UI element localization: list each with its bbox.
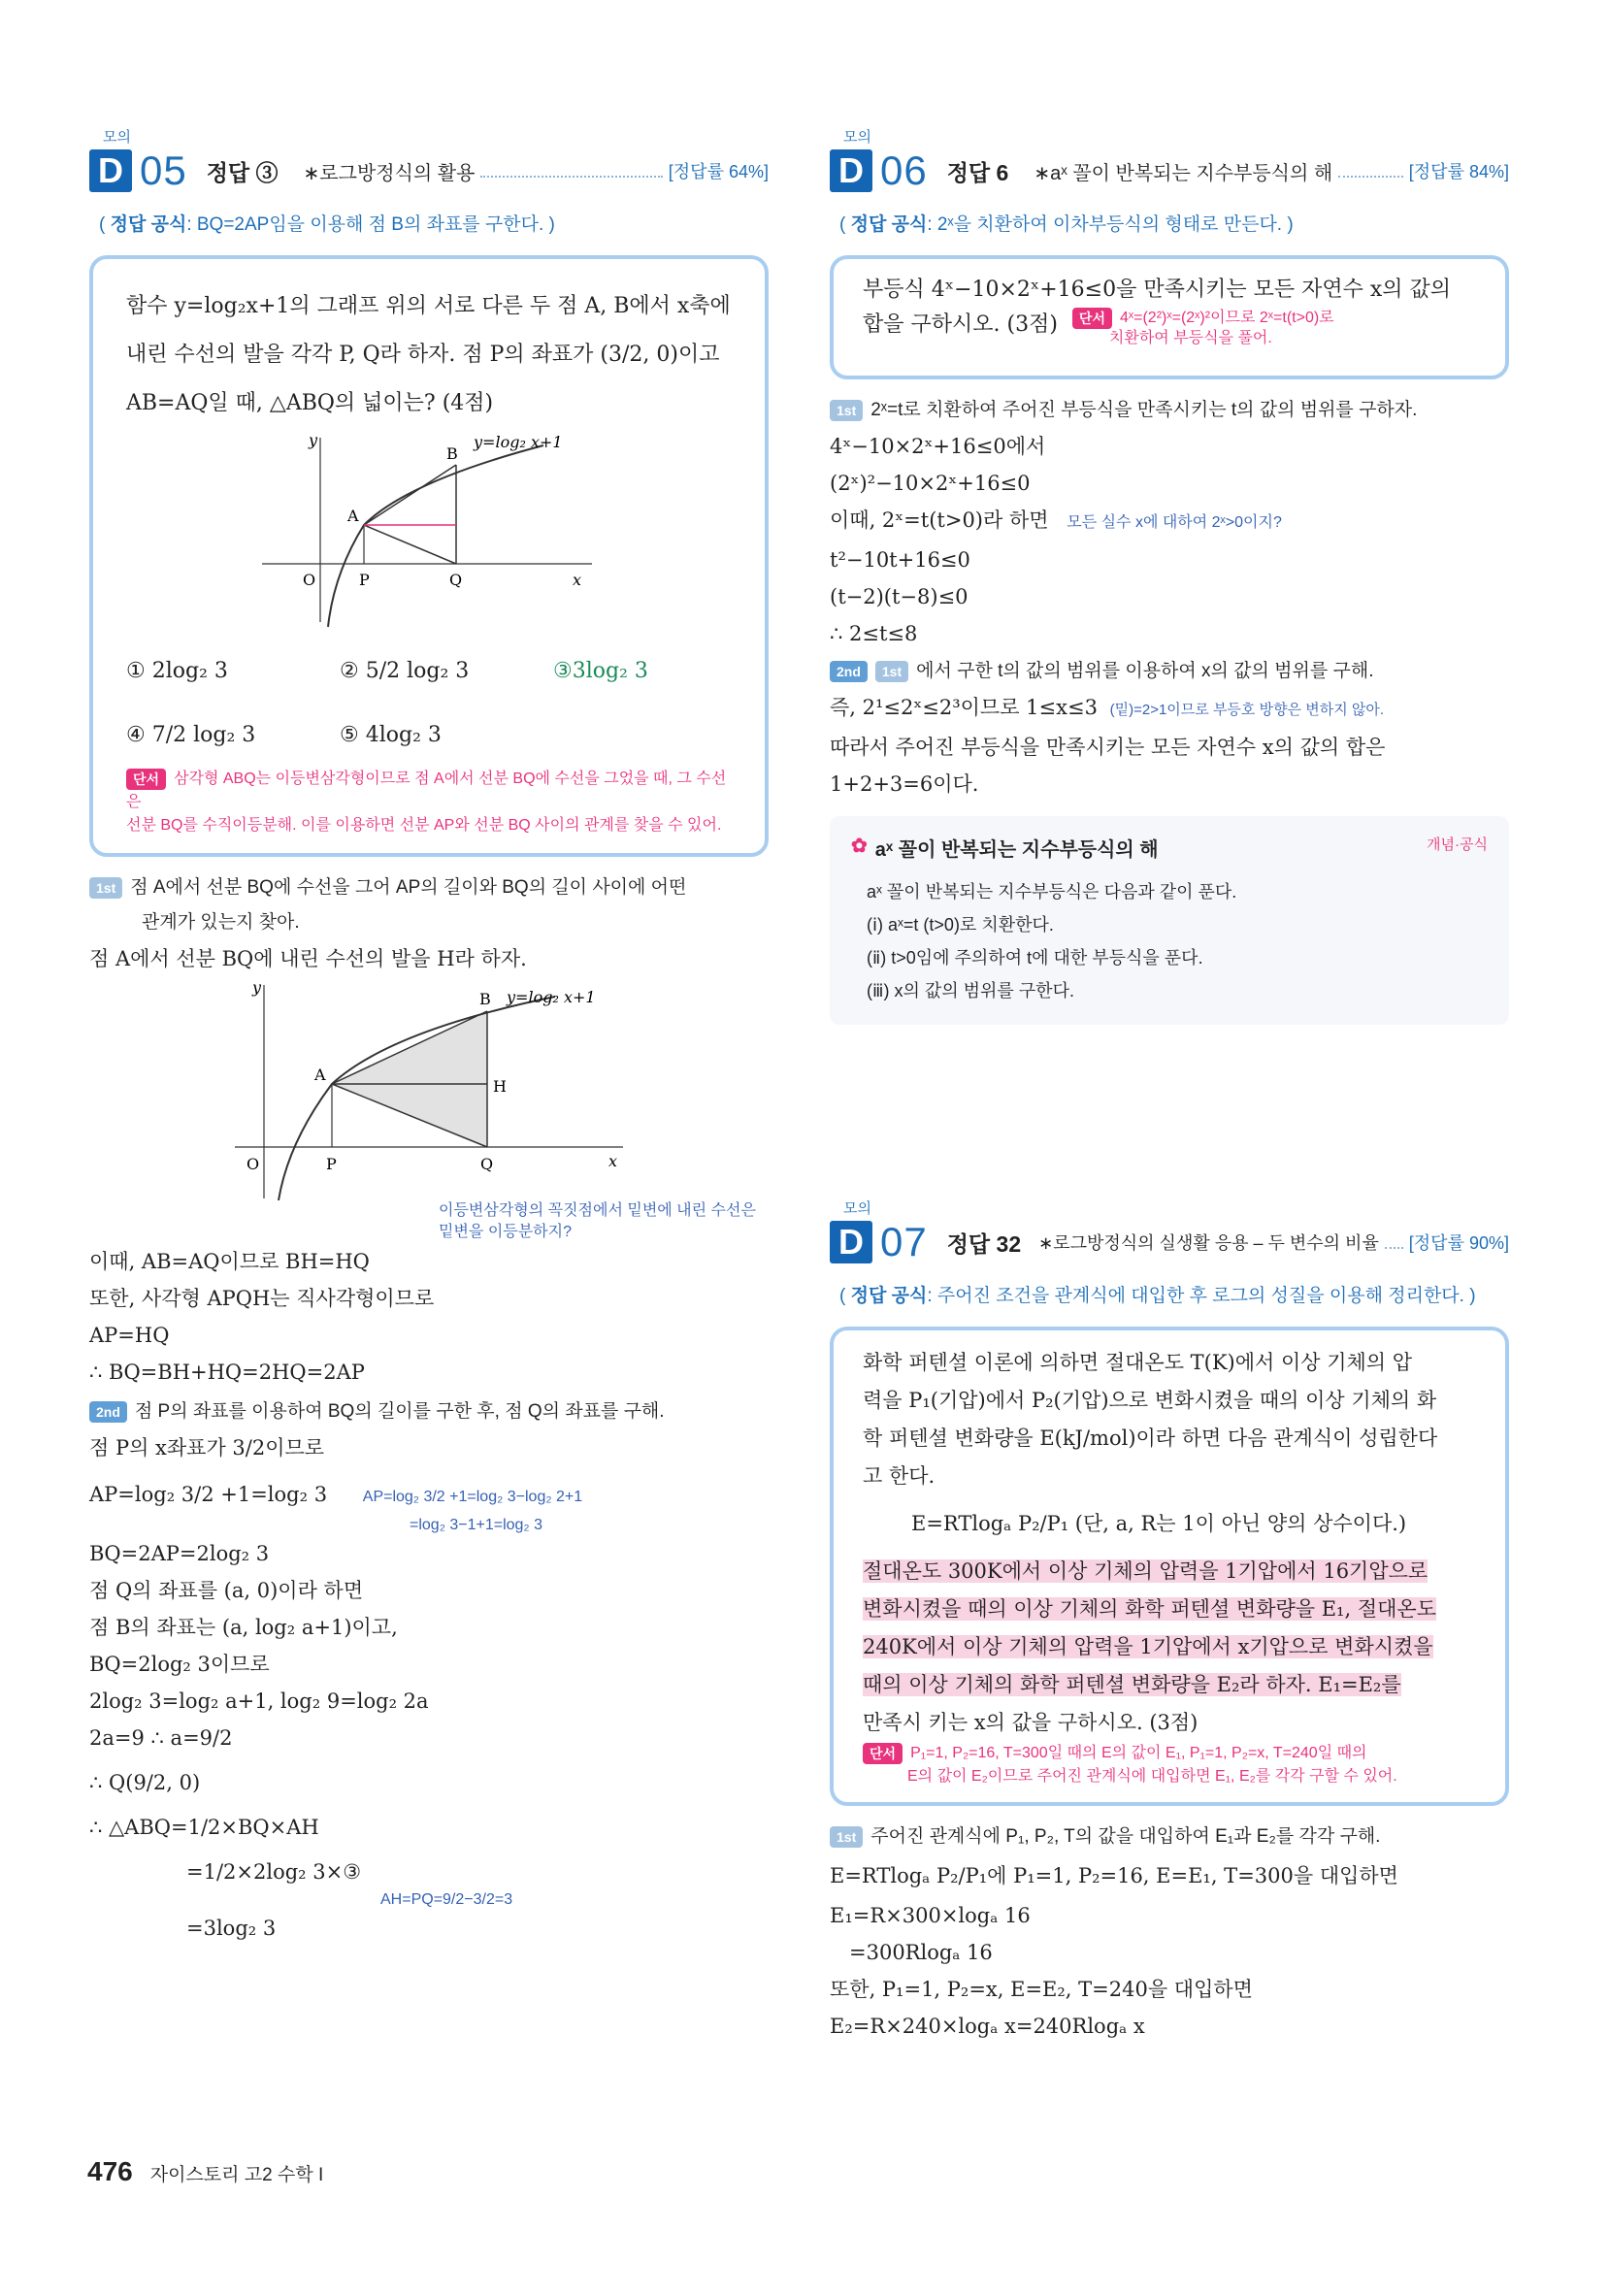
log-curve: [328, 445, 543, 627]
graph-label: y=log₂ x+1: [474, 433, 563, 451]
note-ap-2: =log₂ 3−1+1=log₂ 3: [410, 1517, 542, 1533]
graph-label: A: [347, 507, 359, 525]
svg-text:A: A: [314, 1066, 326, 1084]
d-badge: D: [89, 149, 132, 192]
svg-text:O: O: [246, 1155, 260, 1173]
dot-leader: [1385, 1235, 1403, 1249]
problem-line: 함수 y=log₂x+1의 그래프 위의 서로 다른 두 점 A, B에서 x축에: [126, 294, 731, 318]
accuracy-rate: [정답률 64%]: [668, 162, 769, 181]
page-number: 476: [87, 2156, 133, 2186]
solution-line: (2ˣ)²−10×2ˣ+16≤0: [830, 472, 1031, 495]
solution-line: 점 Q의 좌표를 (a, 0)이라 하면: [89, 1579, 364, 1602]
step-1: 1st 주어진 관계식에 P₁, P₂, T의 값을 대입하여 E₁과 E₂를 각각 구해.: [830, 1820, 1509, 1854]
question-header: [830, 1217, 1509, 1267]
problem-line: 만족시 키는 x의 값을 구하시오. (3점): [863, 1711, 1199, 1734]
problem-line: 고 한다.: [863, 1464, 936, 1488]
solution-line: 점 B의 좌표는 (a, log₂ a+1)이고,: [89, 1616, 398, 1639]
question-05: [89, 126, 769, 1947]
problem-line: 력을 P₁(기압)에서 P₂(기압)으로 변화시켰을 때의 이상 기체의 화: [863, 1389, 1437, 1412]
question-number: 07: [880, 1219, 928, 1264]
solution-line: E₂=R×240×logₐ x=240Rlogₐ x: [830, 2015, 1145, 2038]
note-base: (밑)=2>1이므로 부등호 방향은 변하지 않아.: [1109, 702, 1385, 718]
problem-line: 학 퍼텐셜 변화량을 E(kJ/mol)이라 하면 다음 관계식이 성립한다: [863, 1427, 1438, 1450]
mock-label: 모의: [103, 129, 131, 146]
problem-box: [89, 255, 769, 857]
answer: 정답 ③: [206, 159, 279, 185]
solution-line: t²−10t+16≤0: [830, 548, 970, 572]
step-1: 1st 점 A에서 선분 BQ에 수선을 그어 AP의 길이와 BQ의 길이 사이에 어떤 관계가 있는지 찾아.: [89, 870, 769, 940]
solution-line: BQ=2AP=2log₂ 3: [89, 1542, 270, 1565]
answer: 정답 6: [946, 159, 1009, 185]
question-number: 06: [880, 148, 928, 193]
d-badge: D: [830, 1221, 872, 1263]
concept-line: (ⅱ) t>0임에 주의하여 t에 대한 부등식을 푼다.: [867, 948, 1203, 968]
graph-small: [252, 428, 602, 632]
choice[interactable]: ④ 7/2 log₂ 3: [126, 723, 256, 747]
solution-line: 4ˣ−10×2ˣ+16≤0에서: [830, 435, 1046, 458]
problem-line: 부등식 4ˣ−10×2ˣ+16≤0을 만족시키는 모든 자연수 x의 값의: [863, 278, 1452, 302]
solution-line: 이때, AB=AQ이므로 BH=HQ: [89, 1250, 370, 1273]
svg-text:P: P: [326, 1155, 337, 1173]
step-1: 1st 2ˣ=t로 치환하여 주어진 부등식을 만족시키는 t의 값의 범위를 구하자.: [830, 393, 1509, 428]
svg-text:Q: Q: [480, 1155, 494, 1173]
choice[interactable]: ② 5/2 log₂ 3: [340, 659, 470, 683]
svg-text:H: H: [493, 1077, 507, 1096]
note-isosceles: 이등변삼각형의 꼭짓점에서 밑변에 내린 수선은 밑변을 이등분하지?: [439, 1202, 756, 1240]
topic: ∗로그방정식의 실생활 응용 – 두 변수의 비율: [1038, 1233, 1379, 1253]
solution-line: 이때, 2ˣ=t(t>0)라 하면 모든 실수 x에 대하여 2ˣ>0이지?: [830, 508, 1282, 532]
note-ap: AP=log₂ 3/2 +1=log₂ 3−log₂ 2+1: [362, 1489, 583, 1505]
graph-label: y: [309, 431, 318, 449]
book-title: 자이스토리 고2 수학 I: [149, 2165, 324, 2185]
choice[interactable]: ③3log₂ 3: [553, 659, 648, 683]
solution-line: 2log₂ 3=log₂ a+1, log₂ 9=log₂ 2a: [89, 1689, 429, 1713]
svg-text:y: y: [252, 978, 262, 997]
solution-line: =1/2×2log₂ 3×③: [186, 1860, 362, 1884]
problem-line: AB=AQ일 때, △ABQ의 넓이는? (4점): [126, 391, 494, 415]
svg-text:x: x: [608, 1152, 618, 1170]
solution-line: (t−2)(t−8)≤0: [830, 585, 969, 608]
problem-line: 합을 구하시오. (3점) 단서 4ˣ=(2²)ˣ=(2ˣ)²이므로 2ˣ=t(t>0)로 치환하여 부등식을 풀어.: [863, 308, 1476, 348]
question-number: 05: [140, 148, 187, 193]
choice[interactable]: ⑤ 4log₂ 3: [340, 723, 442, 747]
step-2: 2nd 점 P의 좌표를 이용하여 BQ의 길이를 구한 후, 점 Q의 좌표를 구해.: [89, 1394, 769, 1429]
solution-line: 점 P의 x좌표가 3/2이므로: [89, 1436, 325, 1460]
solution-line: E=RTlogₐ P₂/P₁에 P₁=1, P₂=16, E=E₁, T=300을 대입하면: [830, 1864, 1398, 1887]
highlight-line: 240K에서 이상 기체의 압력을 1기압에서 x기압으로 변화시켰을: [863, 1635, 1433, 1658]
hint: 단서 4ˣ=(2²)ˣ=(2ˣ)²이므로 2ˣ=t(t>0)로 치환하여 부등식을 풀어.: [1072, 308, 1334, 348]
solution-line: 또한, 사각형 APQH는 직사각형이므로: [89, 1287, 435, 1310]
answer: 정답 32: [946, 1230, 1022, 1257]
svg-text:B: B: [479, 990, 491, 1008]
graph-large: [235, 977, 662, 1200]
problem-box: [830, 255, 1509, 379]
solution-line: =3log₂ 3: [186, 1917, 277, 1940]
choices: [126, 640, 732, 768]
question-06: [830, 126, 1509, 1025]
solution-line: E₁=R×300×logₐ 16: [830, 1904, 1031, 1927]
graph-label: x: [573, 571, 582, 589]
solution-line: AP=log₂ 3/2 +1=log₂ 3 AP=log₂ 3/2 +1=log₂ 3−log₂ 2+1: [89, 1483, 583, 1506]
solution-line: 2a=9 ∴ a=9/2: [89, 1726, 233, 1750]
solution-line: 1+2+3=6이다.: [830, 772, 979, 796]
solution-line: =300Rlogₐ 16: [849, 1941, 993, 1964]
note-positive: 모든 실수 x에 대하여 2ˣ>0이지?: [1067, 514, 1282, 531]
concept-line: (ⅲ) x의 값의 범위를 구한다.: [867, 981, 1074, 1000]
topic: ∗aˣ 꼴이 반복되는 지수부등식의 해: [1034, 162, 1333, 184]
d-badge: D: [830, 149, 872, 192]
formula: E=RTlogₐ P₂/P₁ (단, a, R는 1이 아닌 양의 상수이다.): [911, 1512, 1407, 1535]
solution-line: ∴ 2≤t≤8: [830, 622, 918, 645]
concept-line: (ⅰ) aˣ=t (t>0)로 치환한다.: [867, 915, 1054, 935]
solution-line: ∴ BQ=BH+HQ=2HQ=2AP: [89, 1361, 365, 1384]
accuracy-rate: [정답률 90%]: [1408, 1233, 1509, 1253]
hint: 단서 P₁=1, P₂=16, T=300일 때의 E의 값이 E₁, P₁=1, P₂=x, T=240일 때의 E의 값이 E₂이므로 주어진 관계식에 대입하면 E₁, E₂를 각각 구할 수 있어.: [863, 1742, 1476, 1788]
solution-line: ∴ Q(9/2, 0): [89, 1771, 201, 1794]
question-07: [830, 1197, 1509, 2045]
key-formula: ( 정답 공식: BQ=2AP임을 이용해 점 B의 좌표를 구한다. ): [99, 214, 555, 235]
solution-line: 따라서 주어진 부등식을 만족시키는 모든 자연수 x의 값의 합은: [830, 736, 1386, 759]
solution-line: 점 A에서 선분 BQ에 내린 수선의 발을 H라 하자.: [89, 947, 527, 970]
problem-line: 내린 수선의 발을 각각 P, Q라 하자. 점 P의 좌표가 (3/2, 0)이고: [126, 343, 720, 367]
solution-line: 즉, 2¹≤2ˣ≤2³이므로 1≤x≤3 (밑)=2>1이므로 부등호 방향은 변하지 않아.: [830, 696, 1385, 719]
question-header: [89, 146, 769, 196]
mock-label: 모의: [843, 129, 871, 146]
svg-text:y=log₂ x+1: y=log₂ x+1: [507, 988, 596, 1006]
seg-ab: [364, 465, 456, 525]
dot-leader: [1338, 164, 1403, 178]
solution-line: AP=HQ: [89, 1324, 170, 1347]
solution-line: 또한, P₁=1, P₂=x, E=E₂, T=240을 대입하면: [830, 1978, 1253, 2001]
solution-line: BQ=2log₂ 3이므로: [89, 1653, 270, 1676]
step-2: 2nd 1st 에서 구한 t의 값의 범위를 이용하여 x의 값의 범위를 구해.: [830, 654, 1509, 689]
dot-leader: [480, 164, 662, 178]
mock-label: 모의: [843, 1200, 871, 1217]
concept-box: ✿ aˣ 꼴이 반복되는 지수부등식의 해 개념·공식 aˣ 꼴이 반복되는 지수부등식은 다음과 같이 푼다. (ⅰ) aˣ=t (t>0)로 치환한다. (ⅱ) t>0임에 주의하여 t에 대한 부등식을 푼다. (ⅲ) x의 값의 범위를 구한다.: [830, 816, 1509, 1025]
choice[interactable]: ① 2log₂ 3: [126, 659, 228, 683]
page-footer: [87, 2156, 323, 2187]
concept-line: aˣ 꼴이 반복되는 지수부등식은 다음과 같이 푼다.: [867, 882, 1237, 902]
problem-box: [830, 1327, 1509, 1806]
solution-line: ∴ △ABQ=1/2×BQ×AH: [89, 1816, 319, 1839]
seg-aq: [364, 525, 456, 564]
flower-icon: ✿: [851, 836, 868, 857]
highlight-line: 절대온도 300K에서 이상 기체의 압력을 1기압에서 16기압으로: [863, 1559, 1428, 1583]
question-header: [830, 146, 1509, 196]
graph-label: Q: [449, 571, 463, 589]
key-formula: ( 정답 공식: 2ˣ을 치환하여 이차부등식의 형태로 만든다. ): [839, 214, 1294, 235]
key-formula: ( 정답 공식: 주어진 조건을 관계식에 대입한 후 로그의 성질을 이용해 정리한다. ): [839, 1286, 1476, 1306]
triangle-abq: [332, 1011, 487, 1147]
accuracy-rate: [정답률 84%]: [1408, 162, 1509, 181]
hint: 단서 삼각형 ABQ는 이등변삼각형이므로 점 A에서 선분 BQ에 수선을 그었을 때, 그 수선은 선분 BQ를 수직이등분해. 이를 이용하면 선분 AP와 선분 BQ 사이의 관계를 찾을 수 있어.: [126, 768, 732, 837]
graph-label: O: [303, 571, 316, 589]
graph-label: P: [359, 571, 370, 589]
highlight-line: 변화시켰을 때의 이상 기체의 화학 퍼텐셜 변화량을 E₁, 절대온도: [863, 1597, 1436, 1621]
problem-line: 화학 퍼텐셜 이론에 의하면 절대온도 T(K)에서 이상 기체의 압: [863, 1351, 1413, 1374]
graph-label: B: [446, 444, 458, 463]
topic: ∗로그방정식의 활용: [303, 162, 476, 184]
highlight-line: 때의 이상 기체의 화학 퍼텐셜 변화량을 E₂라 하자. E₁=E₂를: [863, 1673, 1401, 1696]
note-ah: AH=PQ=9/2−3/2=3: [380, 1891, 513, 1908]
